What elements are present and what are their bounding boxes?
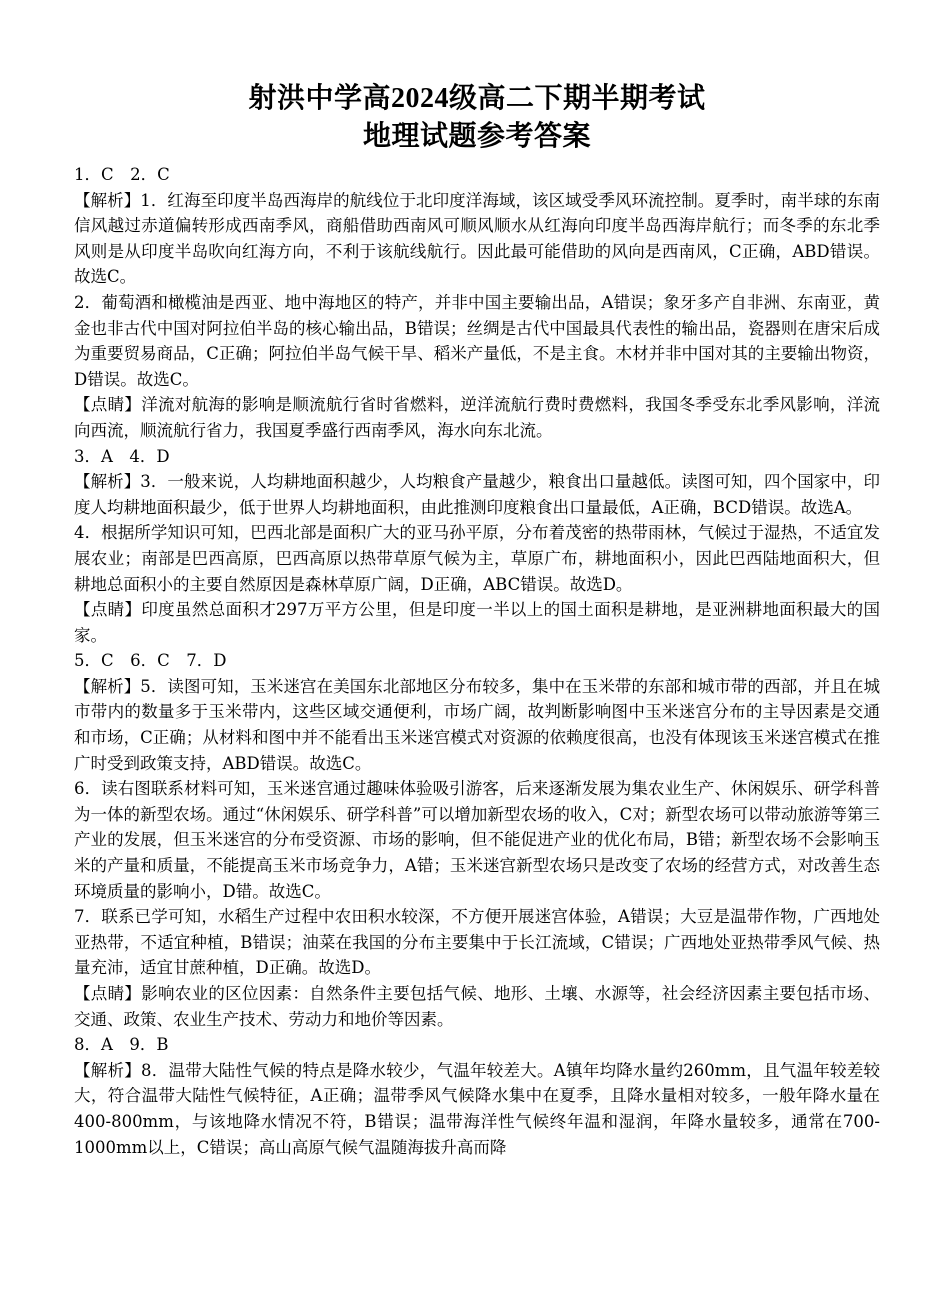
answer-line: 1．C 2．C: [74, 165, 170, 184]
explanation-paragraph: 【解析】8．温带大陆性气候的特点是降水较少，气温年较差大。A镇年均降水量约260mm，且气温年较差较大，符合温带大陆性气候特征，A正确；温带季风气候降水集中在夏季，且降水量相对较多，一般年降水量在400-800mm，与该地降水情况不符，B错误；温带海洋性气候终年温和湿润，年降水量较多，通常在700-1000mm以上，C错误；高山高原气候气温随海拔升高而降: [74, 1060, 880, 1157]
tip-paragraph: 【点睛】洋流对航海的影响是顺流航行省时省燃料，逆洋流航行费时费燃料，我国冬季受东北季风影响，洋流向西流，顺流航行省力，我国夏季盛行西南季风，海水向东北流。: [74, 395, 880, 440]
answer-line: 5．C 6．C 7．D: [74, 651, 227, 671]
tip-paragraph: 【点睛】影响农业的区位因素：自然条件主要包括气候、地形、土壤、水源等，社会经济因素主要包括市场、交通、政策、农业生产技术、劳动力和地价等因素。: [74, 984, 880, 1029]
explanation-paragraph: 7．联系已学可知，水稻生产过程中农田积水较深，不方便开展迷宫体验，A错误；大豆是温带作物，广西地处亚热带，不适宜种植，B错误；油菜在我国的分布主要集中于长江流域，C错误；广西地处亚热带季风气候、热量充沛，适宜甘蔗种植，D正确。故选D。: [74, 907, 880, 978]
explanation-paragraph: 【解析】5．读图可知，玉米迷宫在美国东北部地区分布较多，集中在玉米带的东部和城市带的西部，并且在城市带内的数量多于玉米带内，这些区域交通便利，市场广阔，故判断影响图中玉米迷宫分布的主导因素是交通和市场，C正确；从材料和图中并不能看出玉米迷宫模式对资源的依赖度很高，也没有体现该玉米迷宫模式在推广时受到政策支持，ABD错误。故选C。: [74, 676, 880, 773]
document-subtitle: 地理试题参考答案: [362, 121, 591, 152]
answer-content: [74, 162, 880, 1160]
explanation-paragraph: 2．葡萄酒和橄榄油是西亚、地中海地区的特产，并非中国主要输出品，A错误；象牙多产自非洲、东南亚，黄金也非古代中国对阿拉伯半岛的核心输出品，B错误；丝绸是古代中国最具代表性的输出品，瓷器则在唐宋后成为重要贸易商品，C正确；阿拉伯半岛气候干旱、稻米产量低，不是主食。木材并非中国对其的主要输出物资，D错误。故选C。: [74, 292, 880, 389]
answer-line: 3．A 4．D: [74, 446, 170, 466]
explanation-paragraph: 【解析】1．红海至印度半岛西海岸的航线位于北印度洋海域，该区域受季风环流控制。夏季时，南半球的东南信风越过赤道偏转形成西南季风，商船借助西南风可顺风顺水从红海向印度半岛西海岸航行；而冬季的东北季风则是从印度半岛吹向红海方向，不利于该航线航行。因此最可能借助的风向是西南风，C正确，ABD错误。故选C。: [74, 190, 880, 287]
explanation-paragraph: 6．读右图联系材料可知，玉米迷宫通过趣味体验吸引游客，后来逐渐发展为集农业生产、休闲娱乐、研学科普为一体的新型农场。通过“休闲娱乐、研学科普”可以增加新型农场的收入，C对；新型农场可以带动旅游等第三产业的发展，但玉米迷宫的分布受资源、市场的影响，但不能促进产业的优化布局，B错；新型农场不会影响玉米的产量和质量，不能提高玉米市场竞争力，A错；玉米迷宫新型农场只是改变了农场的经营方式，对改善生态环境质量的影响小，D错。故选C。: [74, 779, 880, 901]
answer-line: 8．A 9．B: [74, 1035, 169, 1055]
explanation-paragraph: 4．根据所学知识可知，巴西北部是面积广大的亚马孙平原，分布着茂密的热带雨林，气候过于湿热，不适宜发展农业；南部是巴西高原，巴西高原以热带草原气候为主，草原广布，耕地面积小，因此巴西陆地面积大，但耕地总面积小的主要自然原因是森林草原广阔，D正确，ABC错误。故选D。: [74, 523, 880, 594]
explanation-paragraph: 【解析】3．一般来说，人均耕地面积越少，人均粮食产量越少，粮食出口量越低。读图可知，四个国家中，印度人均耕地面积最少，低于世界人均耕地面积，由此推测印度粮食出口量最低，A正确，BCD错误。故选A。: [74, 472, 880, 517]
document-title: 射洪中学高2024级高二下期半期考试: [248, 83, 706, 114]
tip-paragraph: 【点睛】印度虽然总面积才297万平方公里，但是印度一半以上的国土面积是耕地，是亚洲耕地面积最大的国家。: [74, 600, 880, 645]
